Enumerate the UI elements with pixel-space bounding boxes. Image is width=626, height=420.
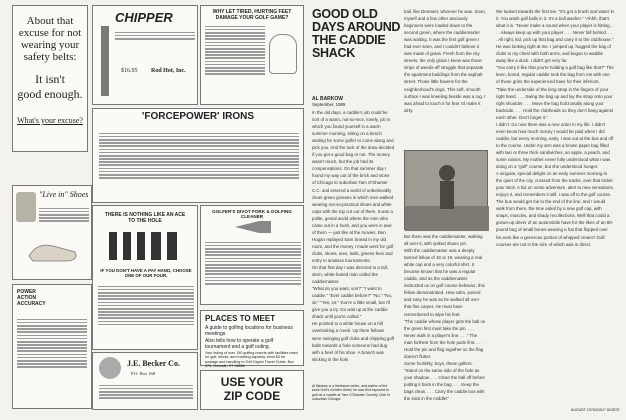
divot-headline: GOLFER'S DIVOT FORK & GOLFING CLEANER <box>212 209 292 219</box>
shoe-figure-icon <box>16 192 36 222</box>
foot-illustration-icon <box>269 34 297 74</box>
article-col3-p1: We looked towards the first tee. "It's got a brush and water in it. You wash golf balls in it. It's a ball washer." "Ahhh, that's what it is. "Never make a sound when your player is hitting. . . . Always keep up with your player. . . . Never fall behind. . . . All right, kid, pick up that bag and carry it to the clubhouse." <box>496 9 614 43</box>
article-column-3 <box>496 8 614 406</box>
page-footer: AUGUST 1976/GOLF DIGEST <box>570 408 620 412</box>
power-ad <box>12 284 92 409</box>
places-body2: Also tells how to operate a golf tournament and a golf outing. <box>205 338 274 350</box>
golf-game-headline: WHY LET TIRED, HURTING FEET DAMAGE YOUR GOLF GAME? <box>212 9 292 21</box>
seatbelt-ad <box>12 5 88 152</box>
chipper-price: $16.95 <box>121 68 138 74</box>
becker-headline: J.E. Becker Co. <box>127 359 180 368</box>
hole-subhead: TO THE HOLE <box>128 218 162 224</box>
zip-line1: USE YOUR <box>220 375 284 389</box>
lisa-headline: "Live in" Shoes <box>39 190 89 199</box>
hole-in-one-ad <box>92 205 198 350</box>
seatbelt-cta: What's your excuse? <box>17 116 83 125</box>
article-col2-p1: ball, like Demaret, whoever he was. Soon, myself and a few other anxiously beginners were loaded down to the second green, where the caddiemaster was waiting. It was the first golf green I had ever seen, and I couldn't believe it was made of grass. Fresh from the city streets, the only grass I knew was those strips of weeds-off struggle that separate the apartment buildings from the asphalt street. Those little havens for the neighborhood's dogs. This soft, smooth surface I was kneeling beside was a rug. I was afraid to touch it for fear I'd make it dirty. <box>404 9 486 113</box>
seatbelt-line3: wearing your <box>20 39 80 51</box>
article-col2-p3: With the caddiemaster was a deeply tanned fellow of 18 or 19, wearing a real white cap and a very colorful shirt. It became known that he was a regular caddie, and as the caddiemaster instructed us on golf course behavior, this fellow demonstrated. How calm, poised and easy he was as he walked all over that fine carpet. He must have remembered to wipe his feet. <box>404 248 485 317</box>
chipper-brand: CHIPPER <box>115 10 173 25</box>
seatbelt-line6: good enough. <box>17 87 83 101</box>
article-col2-p4: "The caddie whose player gets the ball on the green first must take the pin. . . . Never walk in a player's line. . . ." The man furthest from the hole putts first. . . . Hold the pin and flag together so the flag doesn't flutter. <box>404 318 486 359</box>
hole-offer: IF YOU DON'T HAVE A PAY HAND, CHOOSE ONE OF OUR FOUR. <box>100 268 192 278</box>
seatbelt-line5: It isn't <box>35 72 65 86</box>
article-byline: AL BARKOW <box>312 96 344 102</box>
article-column-2b <box>404 233 486 409</box>
chipper-ad <box>92 5 198 105</box>
places-body: A guide to golfing locations for business meetings. <box>205 325 293 337</box>
article-col2-p5: Some foolishly, boys, these golfers. "Stand on the same side of the hole as your shadow. . . . Clean the ball off before putting it back in the bag. . . . Keep the bags clean. . . . Carry the caddie box with the stick in the middle!" <box>404 360 485 402</box>
power-line3: ACCURACY <box>17 301 46 307</box>
article-title: GOOD OLD DAYS AROUND THE CADDIE SHACK <box>312 7 401 60</box>
chipper-company: Rod Hot, Inc. <box>151 68 186 74</box>
article-col1-p4: He pointed to a white house on a hill overlooking a creek. Up there fellows were swinging golf clubs and chipping golf balls towards a hole someone had dug with a heel of his shoe. A branch was sticking in the hole. <box>312 321 394 362</box>
author-note: Al Barkow is a freelance writer, and author of the book Golf's Golden Grind; he was first exposed to golf as a caddie at Tam O'Shanter Country Club in suburban Chicago. <box>312 384 390 401</box>
hole-headline: THERE IS NOTHING LIKE AN ACE <box>104 212 186 218</box>
caddie-photo <box>404 150 488 230</box>
article-col3-p5: I didn't. Go now there was a new order in my life. I didn't even know how much money I would be paid when I did caddie, but every morning, early, I was out at the bus and off to the course. Under my arm was a brown paper bag filled with two or three thick sandwiches, an apple, a peach, and some raisins. My mother never fully understood what I was doing on a "golf" course, but she understood hunger. <box>496 121 614 170</box>
shoe-image <box>27 238 79 264</box>
caddie-figure-icon <box>405 151 489 231</box>
power-line1: POWER <box>17 289 36 295</box>
places-to-meet-ad <box>200 310 304 366</box>
divot-fork-ad <box>200 205 304 305</box>
lisa-shoes-ad <box>12 185 92 280</box>
article-col2-p2: But there was the caddiemaster, walking all over it, with spiked shoes yet. <box>404 234 483 247</box>
club-illustration-icon <box>101 26 109 96</box>
power-line2: ACTION <box>17 295 37 301</box>
golf-game-ad <box>200 5 304 105</box>
becker-pobox: P.O. Box 168 <box>131 371 156 376</box>
forcepower-headline: 'FORCEPOWER' IRONS <box>142 111 254 122</box>
article-col1-p3: "What do you want, son?" "I want to caddie." "Ever caddie before?" "No." "No, sir." "Yes, sir." You're a little small, but I'll give you a try. Go wait up at the caddie shack until you're called." <box>312 286 393 320</box>
places-body3: Your listing of over 150 golfing resorts with facilities rated for golf, tennis, and meeting capacity, send $3 for postage and handling to Golf Digest Travel Guide, Box 475, Norwalk, CT 06856 <box>205 351 298 368</box>
article-col3-p6: A singular, special delight on an early summer morning in the quiet of the city, crossed from the tracks, over that trickle pour stick. A kid on some adventure, alert to new sensations, enjoys it, and remembers it still. I was off to the golf course. The bus would get me to the end of the line, and I would walk from there, the time aided by a new golf cap, with snaps, muscles, and shady recollections. Well that could a grown-up driver of an automobile have for the likes of an 80-pound bag of small bones wearing a hat that flopped over his ears like a generous portion of whipped cream? Golf courses are not in the size of which was in direct. <box>496 171 614 247</box>
divot-fork-image <box>231 218 275 236</box>
seatbelt-line2: excuse for not <box>18 27 82 39</box>
article-dateline: September, 1985 <box>312 102 346 107</box>
forcepower-ad <box>92 108 304 203</box>
zip-code-ad <box>200 370 304 410</box>
article-col3-p3: "You carry it like that you're holding a golf bag like that?" The keen, bored, regular caddie took the bag from me with one of those grins the experienced have for their inferiors. <box>496 65 614 85</box>
article-col3-p2: He was looking right at me. I jumped up, hugged the bag of clubs to my chest with both arms, and began to waddle away like a duck. I didn't get very far. <box>496 44 611 64</box>
article-column-1 <box>312 109 394 379</box>
article-column-2 <box>404 8 486 148</box>
article-col1-p2: On that first day I was directed to a tall, stern, white-haired man called the caddiemaster. <box>312 265 388 285</box>
seatbelt-line1: About that <box>26 15 74 27</box>
hole-in-one-logo <box>107 228 185 264</box>
places-headline: PLACES TO MEET <box>205 314 276 323</box>
zip-line2: ZIP CODE <box>223 389 281 403</box>
becker-ad <box>92 352 198 410</box>
article-col1-p1: In the old days, a caddie's job could be sort of a warm, not-so-nice, lonely, job in which you found yourself in a warm summer morning, sitting on a bench waiting for some golfer to come along and pick you. And the luck of the draw decided if you got a good bag or not. The money wasn't much, but the job had its compensations. On that summer day I found my way out of the brick and stone of Chicago to suburban Tam O'Shanter C.C. and entered a world of unbelievably clean green grasses in which men walked wearing not-so-practical shoes and white caps with the top cut out of them. It was a polite, genial world where the men who came out in a hush, and you were in awe of them — just like at the movies. Ben Hogan replayed Sam Snead in my old room, and the money I made went for golf clubs, shoes, tees, balls, greens fees and entry to amateur tournaments. <box>312 110 394 263</box>
medal-icon <box>99 357 121 379</box>
article-col3-p4: "Take the underside of the long strap in the fingers of your right hand. . . . Swing the bag up and lay the strap onto your right shoulder. . . . Move the bag horizontally along your backside. . . . Hold the clubheads so they don't bang against each other. Don't forget it." <box>496 86 614 120</box>
seatbelt-line4: safety belts: <box>23 51 77 63</box>
